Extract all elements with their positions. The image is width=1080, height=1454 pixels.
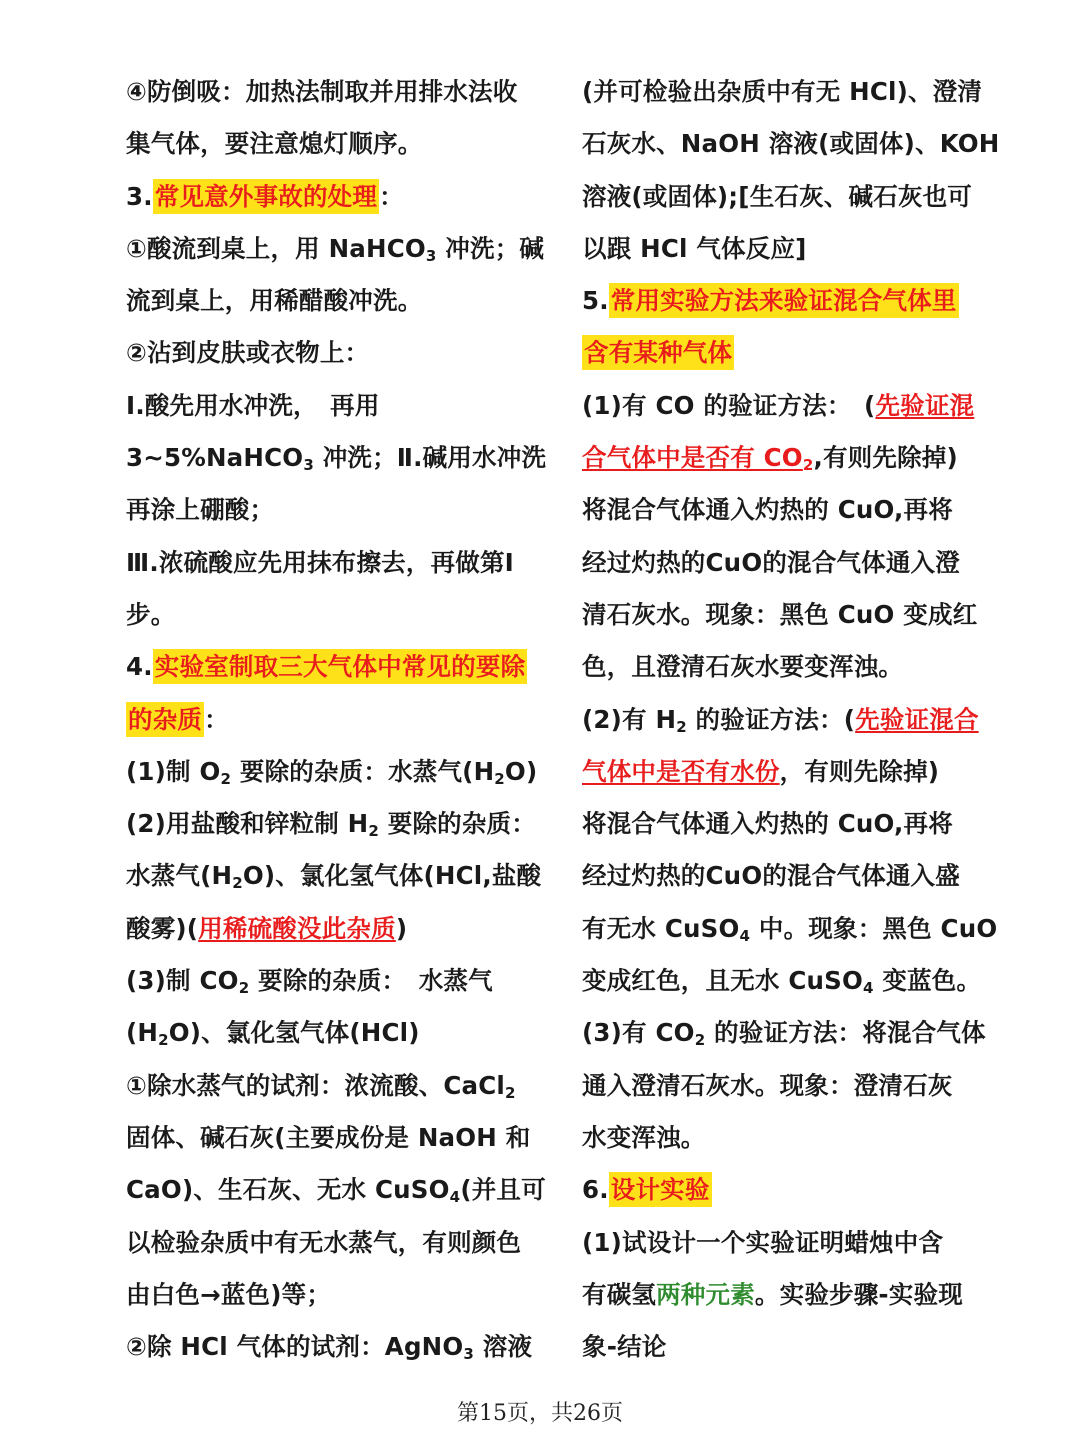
text-line: 合气体中是否有 $CO_2$,有则先除掉) xyxy=(582,443,958,475)
text-line: 以跟 HCl 气体反应] xyxy=(582,233,807,263)
text-line: 集气体，要注意熄灯顺序。 xyxy=(126,129,423,159)
text-line: Ⅲ.浓硫酸应先用抹布擦去，再做第Ⅰ xyxy=(126,547,514,577)
text-line: 固体、碱石灰(主要成份是 NaOH 和 xyxy=(126,1122,531,1152)
text-line: 气体中是否有水份，有则先除掉) xyxy=(582,756,940,786)
text-line: 有碳氢两种元素。实验步骤-实验现 xyxy=(582,1279,963,1309)
text-line: 流到桌上，用稀醋酸冲洗。 xyxy=(126,286,423,316)
section-5-heading-cont: 含有某种气体 xyxy=(582,327,1022,379)
red-note: 合气体中是否有 $CO_2$ xyxy=(582,443,814,475)
text-line: 溶液(或固体);[生石灰、碱石灰也可 xyxy=(582,181,972,211)
text-line: 水蒸气$(H_2O)$、氯化氢气体(HCl,盐酸 xyxy=(126,861,542,893)
page-number-footer: 第15页，共26页 xyxy=(457,1401,623,1426)
text-line: ①酸流到桌上，用 NaHCO$_3$ 冲洗；碱 xyxy=(126,233,545,265)
text-line: 将混合气体通入灼热的 CuO,再将 xyxy=(582,809,953,839)
text-line: 步。 xyxy=(126,599,176,629)
text-line: 变成红色，且无水 CuSO$_4$ 变蓝色。 xyxy=(582,966,982,998)
text-line: (1)制 $O_2$ 要除的杂质：水蒸气$(H_2O)$ xyxy=(126,756,538,788)
text-line: $(H_2O)$、氯化氢气体(HCl) xyxy=(126,1018,420,1050)
text-line: (2)用盐酸和锌粒制 $H_2$ 要除的杂质： xyxy=(126,809,536,841)
text-line: (并可检验出杂质中有无 HCl)、澄清 xyxy=(582,77,983,106)
section-4-heading: 4.实验室制取三大气体中常见的要除 xyxy=(126,641,576,693)
text-line: 色，且澄清石灰水要变浑浊。 xyxy=(582,652,904,682)
text-line: 以检验杂质中有无水蒸气，有则颜色 xyxy=(126,1227,522,1257)
text-line: 清石灰水。现象：黑色 CuO 变成红 xyxy=(582,599,978,629)
text-line: 将混合气体通入灼热的 CuO,再将 xyxy=(582,495,953,525)
text-line: 通入澄清石灰水。现象：澄清石灰 xyxy=(582,1070,953,1100)
text-line: (3)有 $CO_2$ 的验证方法：将混合气体 xyxy=(582,1018,986,1050)
text-line: (1)试设计一个实验证明蜡烛中含 xyxy=(582,1227,944,1257)
text-line: 由白色→蓝色)等； xyxy=(126,1279,332,1309)
text-line: Ⅰ.酸先用水冲洗， 再用 xyxy=(126,390,380,420)
text-line: (3)制 $CO_2$ 要除的杂质： 水蒸气 xyxy=(126,966,493,998)
section-6-heading: 6.设计实验 xyxy=(582,1164,1022,1216)
text-line: ②沾到皮肤或衣物上： xyxy=(126,338,370,368)
red-note: 用稀硫酸没此杂质 xyxy=(198,913,396,943)
text-line: ②除 HCl 气体的试剂：AgNO$_3$ 溶液 xyxy=(126,1332,533,1364)
text-line: 3~5%NaHCO$_3$ 冲洗；Ⅱ.碱用水冲洗 xyxy=(126,443,547,475)
text-line: 石灰水、NaOH 溶液(或固体)、KOH xyxy=(582,129,1000,159)
text-line: 有无水 CuSO$_4$ 中。现象：黑色 CuO xyxy=(582,913,998,945)
text-line: 经过灼热的CuO的混合气体通入澄 xyxy=(582,547,960,577)
text-line: 水变浑浊。 xyxy=(582,1122,706,1152)
right-column xyxy=(582,66,1022,1373)
text-line: ④防倒吸：加热法制取并用排水法收 xyxy=(126,77,518,106)
section-4-title: 实验室制取三大气体中常见的要除 xyxy=(153,649,528,684)
text-line: CaO)、生石灰、无水 CuSO$_4$(并且可 xyxy=(126,1175,546,1207)
section-5-heading: 5.常用实验方法来验证混合气体里 xyxy=(582,275,1022,327)
text-line: (2)有 $H_2$ 的验证方法：(先验证混合 xyxy=(582,704,979,736)
text-line: 象-结论 xyxy=(582,1332,667,1362)
text-line: ①除水蒸气的试剂：浓流酸、CaCl$_2$ xyxy=(126,1070,516,1102)
section-3-heading: 3.常见意外事故的处理： xyxy=(126,171,576,223)
section-6-title: 设计实验 xyxy=(609,1172,712,1207)
left-column xyxy=(126,66,576,1373)
text-line: 经过灼热的CuO的混合气体通入盛 xyxy=(582,861,960,891)
red-note: 先验证混 xyxy=(875,390,975,420)
red-note: 气体中是否有水份 xyxy=(582,756,780,786)
section-3-title: 常见意外事故的处理 xyxy=(153,179,379,214)
section-5-title: 常用实验方法来验证混合气体里 xyxy=(609,283,959,318)
text-line: (1)有 CO 的验证方法： (先验证混 xyxy=(582,390,975,420)
red-note: 先验证混合 xyxy=(855,704,979,734)
text-line: 再涂上硼酸； xyxy=(126,495,275,525)
green-emphasis: 两种元素 xyxy=(656,1279,755,1309)
text-line: 酸雾)(用稀硫酸没此杂质) xyxy=(126,913,408,943)
section-4-heading-cont: 的杂质： xyxy=(126,694,576,746)
